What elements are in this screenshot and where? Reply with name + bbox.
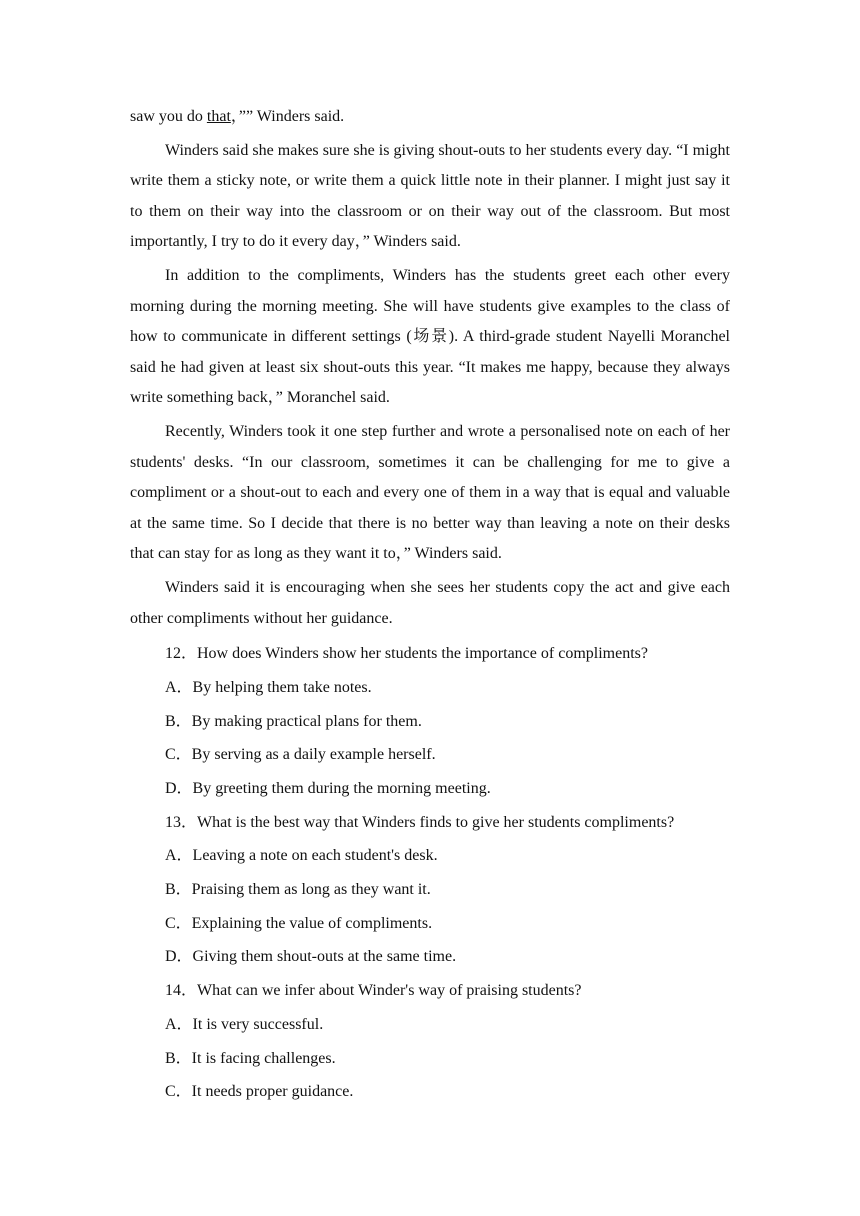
p0-suffix: ，”” Winders said. xyxy=(230,108,345,125)
passage-paragraph-0 xyxy=(130,102,730,133)
passage-paragraph-2: In addition to the compliments, Winders has the students greet each other every morning during the morning meeting. She will have students give examples to the class of how to communicate in different settings (场景). A third-grade student Nayelli Moranchel said he had given at least six shout-outs this year. “It makes me happy, because they always write something back，” Moranchel said. xyxy=(130,266,730,407)
question-list xyxy=(130,637,730,1109)
passage-paragraph-1: Winders said she makes sure she is giving shout-outs to her students every day. “I might write them a sticky note, or write them a quick little note in their planner. I might just say it to them on their way into the classroom or on their way out of the classroom. But most importantly, I try to do it every day，” Winders said. xyxy=(130,141,730,251)
question-14 xyxy=(130,974,730,1109)
question-stem: 12．How does Winders show her students the importance of compliments? xyxy=(165,645,648,663)
answer-option: C．It needs proper guidance. xyxy=(165,1083,354,1101)
question-13 xyxy=(130,806,730,975)
question-stem: 14．What can we infer about Winder's way of praising students? xyxy=(165,982,582,1000)
question-stem: 13．What is the best way that Winders finds to give her students compliments? xyxy=(165,813,675,831)
answer-option: A．It is very successful. xyxy=(165,1015,324,1033)
answer-option: D．Giving them shout-outs at the same time. xyxy=(165,948,457,966)
answer-option: B．It is facing challenges. xyxy=(165,1049,336,1067)
answer-option: C．By serving as a daily example herself. xyxy=(165,746,436,764)
p0-underlined-word: that xyxy=(206,108,231,125)
answer-option: C．Explaining the value of compliments. xyxy=(165,914,433,932)
answer-option: B．Praising them as long as they want it. xyxy=(165,881,431,899)
answer-option: A．By helping them take notes. xyxy=(165,678,372,696)
answer-option: A．Leaving a note on each student's desk. xyxy=(165,847,438,865)
p0-prefix: saw you do xyxy=(130,108,207,125)
question-12 xyxy=(130,637,730,806)
document-content xyxy=(130,102,730,1109)
passage-paragraph-4: Winders said it is encouraging when she sees her students copy the act and give each other compliments without her guidance. xyxy=(130,578,730,627)
passage-paragraph-3: Recently, Winders took it one step further and wrote a personalised note on each of her students' desks. “In our classroom, sometimes it can be challenging for me to give a compliment or a shout-out to each and every one of them in a way that is equal and valuable at the same time. So I decide that there is no better way than leaving a note on their desks that can stay for as long as they want it to，” Winders said. xyxy=(130,422,730,563)
answer-option: B．By making practical plans for them. xyxy=(165,712,422,730)
answer-option: D．By greeting them during the morning meeting. xyxy=(165,779,491,797)
